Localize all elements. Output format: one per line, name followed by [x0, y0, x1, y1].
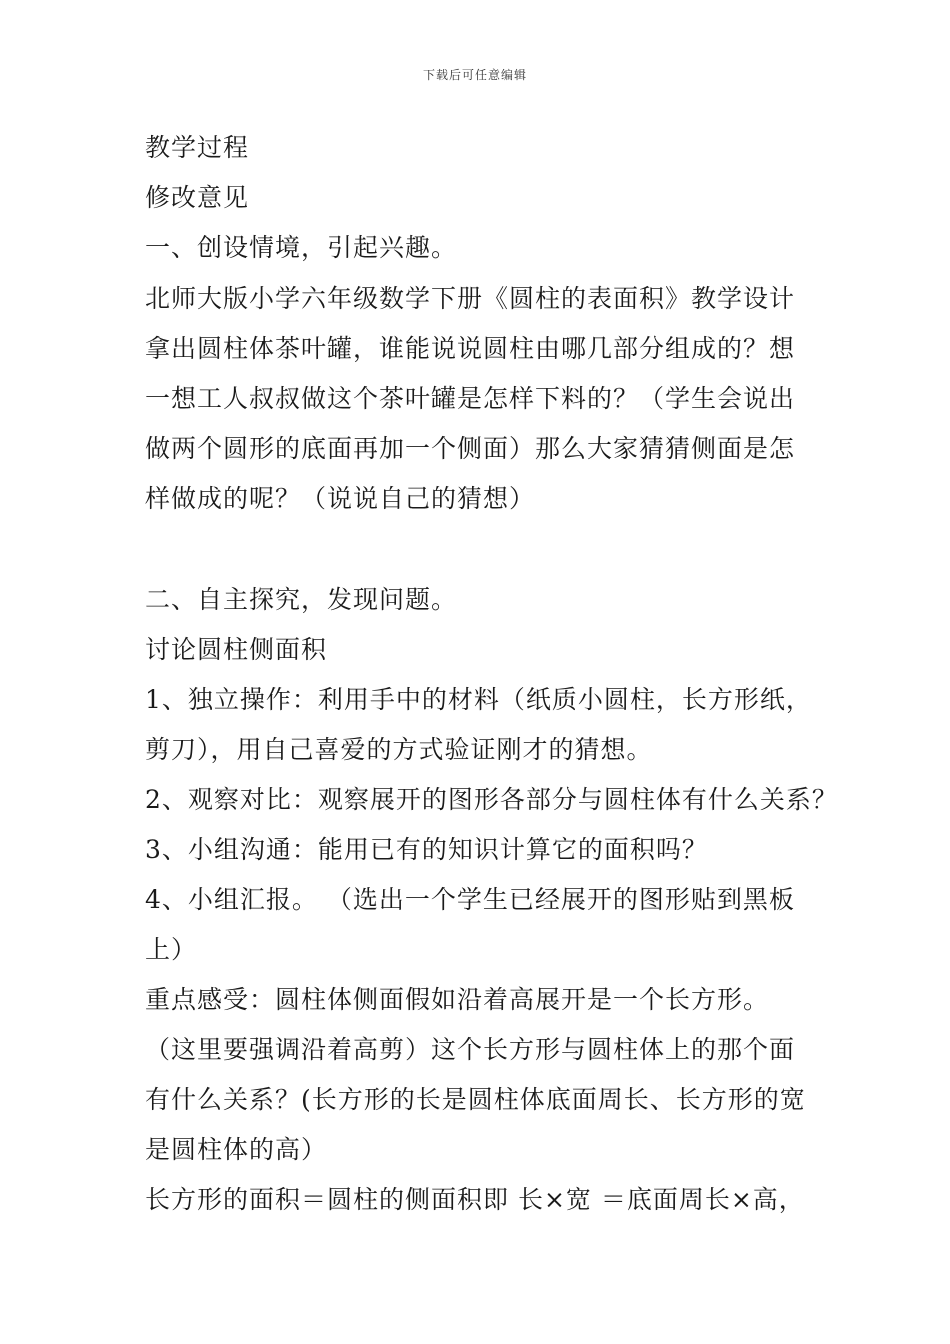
- list-item: 4、小组汇报。 （选出一个学生已经展开的图形贴到黑板: [145, 885, 795, 914]
- step-heading-1: 一、创设情境，引起兴趣。: [145, 233, 458, 262]
- section-title: 教学过程: [145, 133, 250, 162]
- list-item-continuation: 上）: [145, 935, 198, 964]
- paragraph-line: 讨论圆柱侧面积: [145, 635, 328, 664]
- list-item: 3、小组沟通：能用已有的知识计算它的面积吗？: [145, 835, 708, 864]
- paragraph-line: 一想工人叔叔做这个茶叶罐是怎样下料的？（学生会说出: [145, 384, 796, 413]
- paragraph-line: 有什么关系？(长方形的长是圆柱体底面周长、长方形的宽: [145, 1085, 806, 1114]
- header-note: 下载后可任意编辑: [422, 68, 527, 82]
- formula-line: 长方形的面积＝圆柱的侧面积即 长×宽 ＝底面周长×高，: [145, 1185, 805, 1214]
- paragraph-line: 拿出圆柱体茶叶罐，谁能说说圆柱由哪几部分组成的？想: [145, 334, 796, 363]
- paragraph-line: 北师大版小学六年级数学下册《圆柱的表面积》教学设计: [145, 284, 796, 313]
- paragraph-line: 样做成的呢？（说说自己的猜想）: [145, 484, 536, 513]
- paragraph-line: （这里要强调沿着高剪）这个长方形与圆柱体上的那个面: [145, 1035, 796, 1064]
- list-item-continuation: 剪刀），用自己喜爱的方式验证刚才的猜想。: [145, 735, 653, 764]
- paragraph-line: 做两个圆形的底面再加一个侧面）那么大家猜猜侧面是怎: [145, 434, 796, 463]
- paragraph-line: 重点感受：圆柱体侧面假如沿着高展开是一个长方形。: [145, 985, 770, 1014]
- step-heading-2: 二、自主探究，发现问题。: [145, 585, 458, 614]
- list-item: 2、观察对比：观察展开的图形各部分与圆柱体有什么关系？: [145, 785, 838, 814]
- paragraph-line: 是圆柱体的高）: [145, 1135, 328, 1164]
- section-subtitle: 修改意见: [145, 183, 250, 212]
- list-item: 1、独立操作：利用手中的材料（纸质小圆柱，长方形纸，: [145, 685, 812, 714]
